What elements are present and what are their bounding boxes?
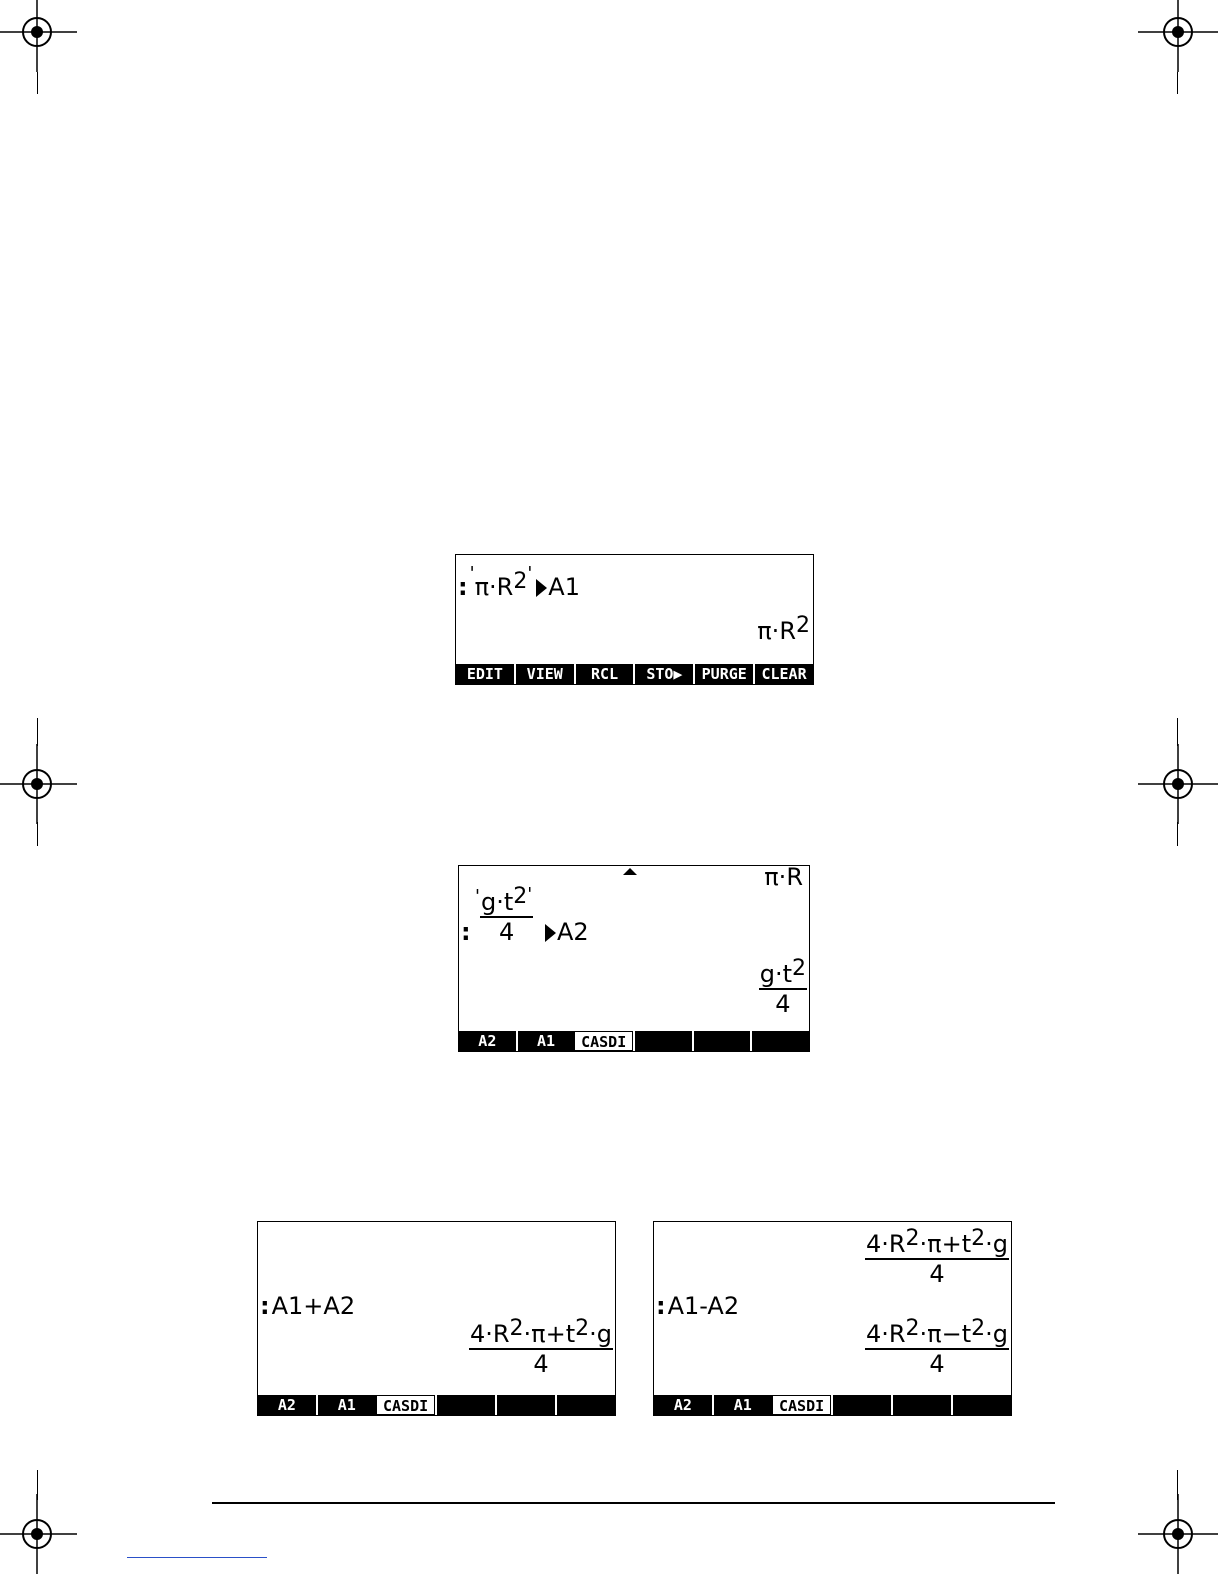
stack-entry: :A1+A2 [260,1292,356,1320]
stack-result-fraction: $4\cdot R^2\cdot\pi+t^2\cdot g$ 4 [469,1316,612,1378]
store-arrow-icon [536,579,547,597]
menu-key-a1[interactable]: A1 [316,1395,376,1415]
crop-line [37,718,38,746]
menu-key-casdir[interactable]: CASDI [574,1031,633,1051]
stack-entry: : $'\pi\cdot R^{2'}$ A1 [458,563,580,601]
registration-mark-icon [0,0,77,72]
stack-entry-target [541,920,589,944]
crop-line [1177,718,1178,746]
menu-key-a2[interactable]: A2 [277,1396,296,1414]
soft-menu [258,1395,615,1415]
menu-key-empty[interactable] [495,1395,555,1415]
variable-name: A1 [548,573,580,601]
previous-stack-result-fraction: $4\cdot R^2\cdot\pi+t^2\cdot g$ 4 [865,1226,1008,1288]
calculator-screen-store-a2 [458,865,810,1052]
registration-mark-icon [0,744,77,824]
crop-line [37,822,38,846]
crop-line [1177,822,1178,846]
registration-mark-icon [1138,744,1218,824]
stack-entry: :A1-A2 [656,1292,740,1320]
menu-key-empty[interactable] [555,1395,615,1415]
menu-key-edit[interactable]: EDIT [466,665,503,683]
quote-mark: ' [475,886,480,907]
registration-mark-icon [0,1494,77,1574]
crop-line [1177,72,1178,94]
previous-stack-item: π·R [764,865,803,887]
menu-key-empty[interactable] [633,1031,692,1051]
menu-key-clear[interactable]: CLEAR [753,664,813,684]
soft-menu [456,664,813,684]
menu-key-empty[interactable] [831,1395,891,1415]
menu-key-casdir[interactable]: CASDI [772,1395,832,1415]
footer-rule [212,1502,1055,1504]
menu-key-a1[interactable]: A1 [516,1031,575,1051]
calculator-screen-store-a1 [455,554,814,685]
menu-key-rcl[interactable]: RCL [574,664,634,684]
menu-key-a2[interactable]: A2 [673,1396,692,1414]
menu-key-purge[interactable]: PURGE [693,664,753,684]
stack-result: $\pi\cdot R^2$ [757,613,810,645]
menu-key-empty[interactable] [891,1395,951,1415]
registration-mark-icon [1138,1494,1218,1574]
crop-line [37,72,38,94]
menu-key-sto[interactable]: STO▶ [633,664,693,684]
calculator-screen-difference [653,1221,1012,1416]
menu-key-empty[interactable] [435,1395,495,1415]
stack-result-fraction: $4\cdot R^2\cdot\pi-t^2\cdot g$ 4 [865,1316,1008,1378]
stack-entry-lead: : [461,918,471,946]
stack-entry-fraction: $g\cdot t^{2'}$ 4 [481,884,533,946]
soft-menu [459,1031,809,1051]
soft-menu [654,1395,1011,1415]
registration-mark-icon [1138,0,1218,72]
menu-key-empty[interactable] [750,1031,809,1051]
menu-key-a2[interactable]: A2 [478,1032,497,1050]
footer-link-underline[interactable] [127,1557,267,1558]
calculator-screen-sum [257,1221,616,1416]
stack-result-fraction: $g\cdot t^2$ 4 [759,956,806,1018]
menu-key-a1[interactable]: A1 [712,1395,772,1415]
menu-key-empty[interactable] [692,1031,751,1051]
scroll-up-indicator-icon [623,868,637,875]
menu-key-view[interactable]: VIEW [514,664,574,684]
variable-name: A2 [557,918,589,946]
menu-key-casdir[interactable]: CASDI [376,1395,436,1415]
menu-key-empty[interactable] [951,1395,1011,1415]
store-arrow-icon [545,924,556,942]
